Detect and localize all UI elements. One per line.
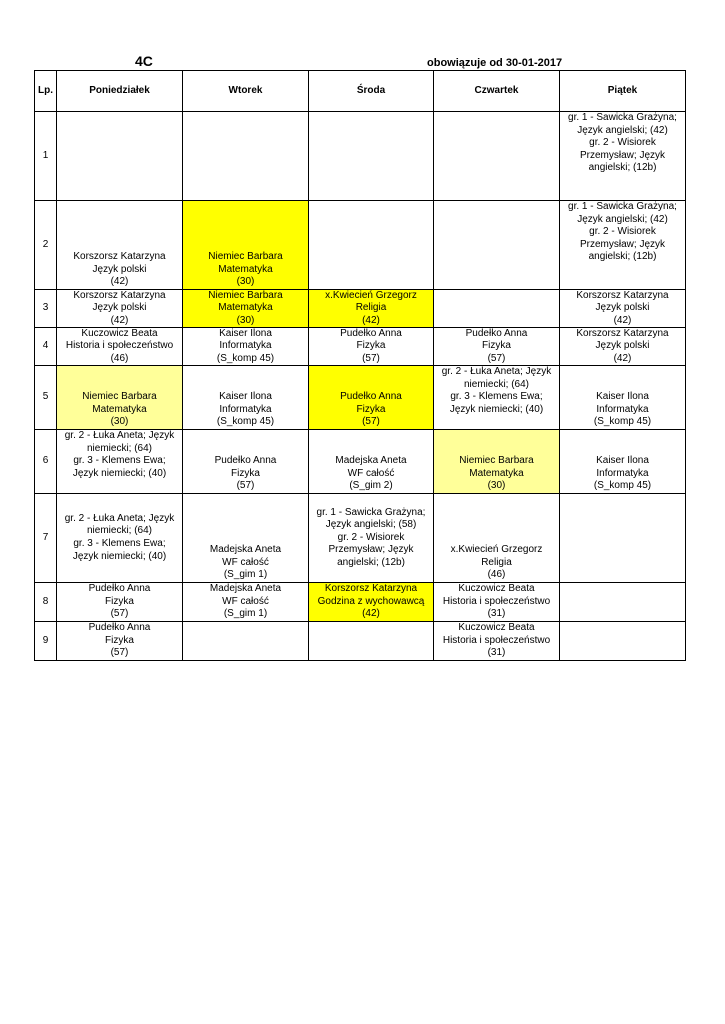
lesson-cell-thursday: [434, 430, 560, 494]
lesson-text: (30): [236, 314, 255, 326]
lesson-cell-friday: [560, 494, 686, 583]
lesson-number: 6: [35, 430, 57, 494]
lesson-text: gr. 1 - Sawicka Grażyna;: [568, 112, 677, 123]
lesson-text: x.Kwiecień Grzegorz: [450, 544, 543, 556]
column-header-friday: Piątek: [560, 71, 686, 112]
lesson-text: Język polski: [595, 340, 650, 352]
lesson-text: Przemysław; Język: [579, 149, 665, 161]
lesson-cell-wednesday: [309, 201, 434, 290]
lesson-text: (42): [110, 314, 129, 326]
lesson-text: Pudełko Anna: [465, 327, 528, 339]
lesson-cell-wednesday: [309, 430, 434, 494]
lesson-text: gr. 3 - Klemens Ewa;: [73, 538, 166, 549]
lesson-text: Matematyka: [469, 467, 524, 479]
lesson-cell-monday: [57, 366, 183, 430]
lesson-text: Pudełko Anna: [340, 327, 402, 339]
lesson-number: 9: [35, 622, 57, 661]
lesson-text: Informatyka: [219, 340, 272, 352]
lesson-text: Język niemiecki; (40): [72, 467, 167, 479]
lesson-text: Język angielski; (42): [577, 124, 668, 136]
lesson-text: gr. 1 - Sawicka Grażyna;: [568, 201, 677, 212]
lesson-text: (42): [110, 276, 129, 288]
lesson-cell-tuesday: [183, 366, 309, 430]
lesson-text: Fizyka: [356, 340, 386, 352]
lesson-cell-tuesday: [183, 328, 309, 366]
lesson-text: gr. 2 - Łuka Aneta; Język: [64, 512, 175, 524]
lesson-text: Język angielski; (42): [577, 213, 668, 225]
lesson-cell-friday: [560, 583, 686, 622]
lesson-text: (30): [110, 416, 129, 428]
lesson-cell-tuesday: [183, 112, 309, 201]
lesson-text: Historia i społeczeństwo: [442, 634, 551, 646]
lesson-text: angielski; (12b): [337, 556, 405, 568]
lesson-cell-wednesday: [309, 622, 434, 661]
lesson-cell-thursday: [434, 112, 560, 201]
lesson-text: niemiecki; (64): [463, 378, 530, 390]
lesson-cell-tuesday: [183, 290, 309, 328]
column-header-tuesday: Wtorek: [183, 71, 309, 112]
lesson-cell-friday: [560, 366, 686, 430]
lesson-cell-monday: [57, 494, 183, 583]
lesson-text: niemiecki; (64): [86, 525, 153, 537]
column-header-thursday: Czwartek: [434, 71, 560, 112]
lesson-cell-friday: [560, 290, 686, 328]
lesson-text: Język polski: [92, 302, 147, 314]
lesson-text: (30): [236, 276, 255, 288]
lesson-text: WF całość: [347, 467, 395, 479]
lesson-cell-thursday: [434, 366, 560, 430]
lesson-text: Historia i społeczeństwo: [442, 595, 551, 607]
lesson-text: (46): [487, 569, 506, 581]
lesson-number: 8: [35, 583, 57, 622]
lesson-number: 4: [35, 328, 57, 366]
lesson-cell-thursday: [434, 290, 560, 328]
lesson-text: Przemysław; Język: [328, 544, 414, 556]
lesson-text: Korszorsz Katarzyna: [324, 583, 418, 595]
lesson-cell-tuesday: [183, 494, 309, 583]
lesson-text: x.Kwiecień Grzegorz: [325, 289, 417, 301]
lesson-cell-friday: [560, 622, 686, 661]
lesson-text: gr. 3 - Klemens Ewa;: [450, 391, 543, 403]
lesson-cell-tuesday: [183, 622, 309, 661]
lesson-text: gr. 2 - Wisiorek: [589, 137, 656, 149]
lesson-text: (57): [236, 480, 255, 492]
lesson-cell-thursday: [434, 328, 560, 366]
lesson-text: (S_gim 2): [349, 480, 393, 492]
lesson-cell-monday: [57, 328, 183, 366]
lesson-cell-tuesday: [183, 430, 309, 494]
lesson-text: (S_komp 45): [593, 480, 652, 492]
lesson-text: Madejska Aneta: [209, 544, 282, 556]
lesson-text: Fizyka: [105, 634, 134, 646]
lesson-text: Matematyka: [92, 403, 147, 415]
lesson-text: (42): [613, 352, 632, 364]
lesson-text: (S_komp 45): [216, 352, 275, 364]
lesson-cell-monday: [57, 583, 183, 622]
lesson-cell-thursday: [434, 201, 560, 290]
lesson-text: Religia: [481, 556, 512, 568]
lesson-text: Kuczowicz Beata: [458, 583, 535, 595]
class-title: 4C: [135, 53, 153, 69]
lesson-number: 2: [35, 201, 57, 290]
column-header-monday: Poniedziałek: [57, 71, 183, 112]
lesson-text: Godzina z wychowawcą: [317, 595, 425, 607]
lesson-text: Niemiec Barbara: [208, 251, 283, 263]
lesson-text: Matematyka: [218, 263, 273, 275]
lesson-text: Niemiec Barbara: [459, 455, 534, 467]
lesson-cell-monday: [57, 112, 183, 201]
lesson-row: [35, 366, 686, 430]
lesson-text: (42): [613, 314, 632, 326]
lesson-text: Pudełko Anna: [214, 455, 277, 467]
lesson-text: gr. 1 - Sawicka Grażyna;: [316, 506, 426, 518]
timetable-body: [35, 112, 686, 661]
lesson-text: (31): [487, 647, 506, 659]
lesson-text: Kaiser Ilona: [596, 455, 649, 467]
lesson-cell-friday: [560, 112, 686, 201]
lesson-cell-wednesday: [309, 583, 434, 622]
lesson-text: Kuczowicz Beata: [81, 327, 158, 339]
lesson-text: Korszorsz Katarzyna: [73, 251, 166, 263]
lesson-cell-wednesday: [309, 290, 434, 328]
lesson-text: (42): [362, 314, 380, 326]
lesson-text: Niemiec Barbara: [208, 289, 283, 301]
lesson-cell-wednesday: [309, 328, 434, 366]
lesson-text: Pudełko Anna: [88, 583, 151, 595]
lesson-cell-wednesday: [309, 366, 434, 430]
lesson-text: Fizyka: [105, 595, 134, 607]
lesson-text: Religia: [355, 302, 387, 314]
lesson-text: (46): [110, 352, 129, 364]
lesson-text: (S_komp 45): [216, 416, 275, 428]
lesson-cell-thursday: [434, 494, 560, 583]
lesson-text: Język polski: [595, 302, 650, 314]
lesson-row: [35, 112, 686, 201]
lesson-text: Madejska Aneta: [209, 583, 282, 595]
lesson-row: [35, 430, 686, 494]
lesson-text: (57): [362, 416, 380, 428]
header-row: [35, 71, 686, 112]
lesson-cell-friday: [560, 328, 686, 366]
lesson-row: [35, 583, 686, 622]
lesson-text: Madejska Aneta: [335, 455, 407, 467]
column-header-lp: Lp.: [35, 71, 57, 112]
lesson-text: Korszorsz Katarzyna: [73, 289, 166, 301]
lesson-text: Język angielski; (58): [325, 519, 417, 531]
lesson-row: [35, 494, 686, 583]
lesson-text: Korszorsz Katarzyna: [576, 289, 669, 301]
lesson-text: Informatyka: [219, 403, 272, 415]
lesson-text: gr. 2 - Łuka Aneta; Język: [441, 366, 552, 377]
lesson-text: Język niemiecki; (40): [449, 403, 544, 415]
lesson-text: gr. 2 - Łuka Aneta; Język: [64, 430, 175, 441]
lesson-text: gr. 3 - Klemens Ewa;: [73, 455, 166, 467]
lesson-cell-friday: [560, 430, 686, 494]
lesson-text: (57): [362, 352, 380, 364]
lesson-text: Fizyka: [231, 467, 260, 479]
lesson-number: 3: [35, 290, 57, 328]
lesson-text: niemiecki; (64): [86, 442, 153, 454]
lesson-text: (S_gim 1): [223, 569, 268, 581]
lesson-row: [35, 622, 686, 661]
lesson-number: 7: [35, 494, 57, 583]
lesson-number: 1: [35, 112, 57, 201]
lesson-row: [35, 201, 686, 290]
lesson-text: (31): [487, 608, 506, 620]
lesson-text: (57): [110, 647, 129, 659]
lesson-text: WF całość: [222, 595, 269, 607]
lesson-cell-monday: [57, 290, 183, 328]
lesson-text: WF całość: [222, 556, 269, 568]
lesson-cell-thursday: [434, 622, 560, 661]
lesson-text: Fizyka: [482, 340, 511, 352]
lesson-text: Kaiser Ilona: [219, 327, 272, 339]
lesson-text: Pudełko Anna: [340, 391, 402, 403]
lesson-text: Kuczowicz Beata: [458, 622, 535, 634]
lesson-text: (S_komp 45): [593, 416, 652, 428]
lesson-row: [35, 328, 686, 366]
lesson-text: (57): [487, 352, 506, 364]
lesson-text: Korszorsz Katarzyna: [576, 327, 669, 339]
lesson-cell-monday: [57, 622, 183, 661]
lesson-text: angielski; (12b): [588, 162, 657, 174]
lesson-text: gr. 2 - Wisiorek: [337, 531, 405, 543]
lesson-text: (42): [362, 608, 380, 620]
lesson-text: Pudełko Anna: [88, 622, 151, 634]
lesson-text: angielski; (12b): [588, 251, 657, 263]
lesson-cell-tuesday: [183, 583, 309, 622]
lesson-cell-wednesday: [309, 494, 434, 583]
lesson-cell-tuesday: [183, 201, 309, 290]
lesson-text: gr. 2 - Wisiorek: [589, 226, 656, 238]
lesson-cell-wednesday: [309, 112, 434, 201]
lesson-text: Fizyka: [356, 403, 386, 415]
lesson-text: (S_gim 1): [223, 608, 268, 620]
lesson-text: Informatyka: [596, 403, 649, 415]
column-header-wednesday: Środa: [309, 71, 434, 112]
lesson-number: 5: [35, 366, 57, 430]
valid-from-date: obowiązuje od 30-01-2017: [427, 57, 563, 69]
lesson-text: Język polski: [92, 263, 147, 275]
timetable: [34, 70, 686, 661]
lesson-text: Informatyka: [596, 467, 649, 479]
lesson-cell-friday: [560, 201, 686, 290]
lesson-text: (57): [110, 608, 129, 620]
lesson-cell-thursday: [434, 583, 560, 622]
lesson-text: Niemiec Barbara: [82, 391, 157, 403]
lesson-text: Historia i społeczeństwo: [65, 340, 174, 352]
lesson-text: Matematyka: [218, 302, 273, 314]
lesson-text: (30): [487, 480, 506, 492]
lesson-cell-monday: [57, 430, 183, 494]
lesson-row: [35, 290, 686, 328]
lesson-text: Język niemiecki; (40): [72, 550, 167, 562]
lesson-text: Przemysław; Język: [579, 238, 665, 250]
lesson-text: Kaiser Ilona: [219, 391, 272, 403]
lesson-cell-monday: [57, 201, 183, 290]
lesson-text: Kaiser Ilona: [596, 391, 649, 403]
